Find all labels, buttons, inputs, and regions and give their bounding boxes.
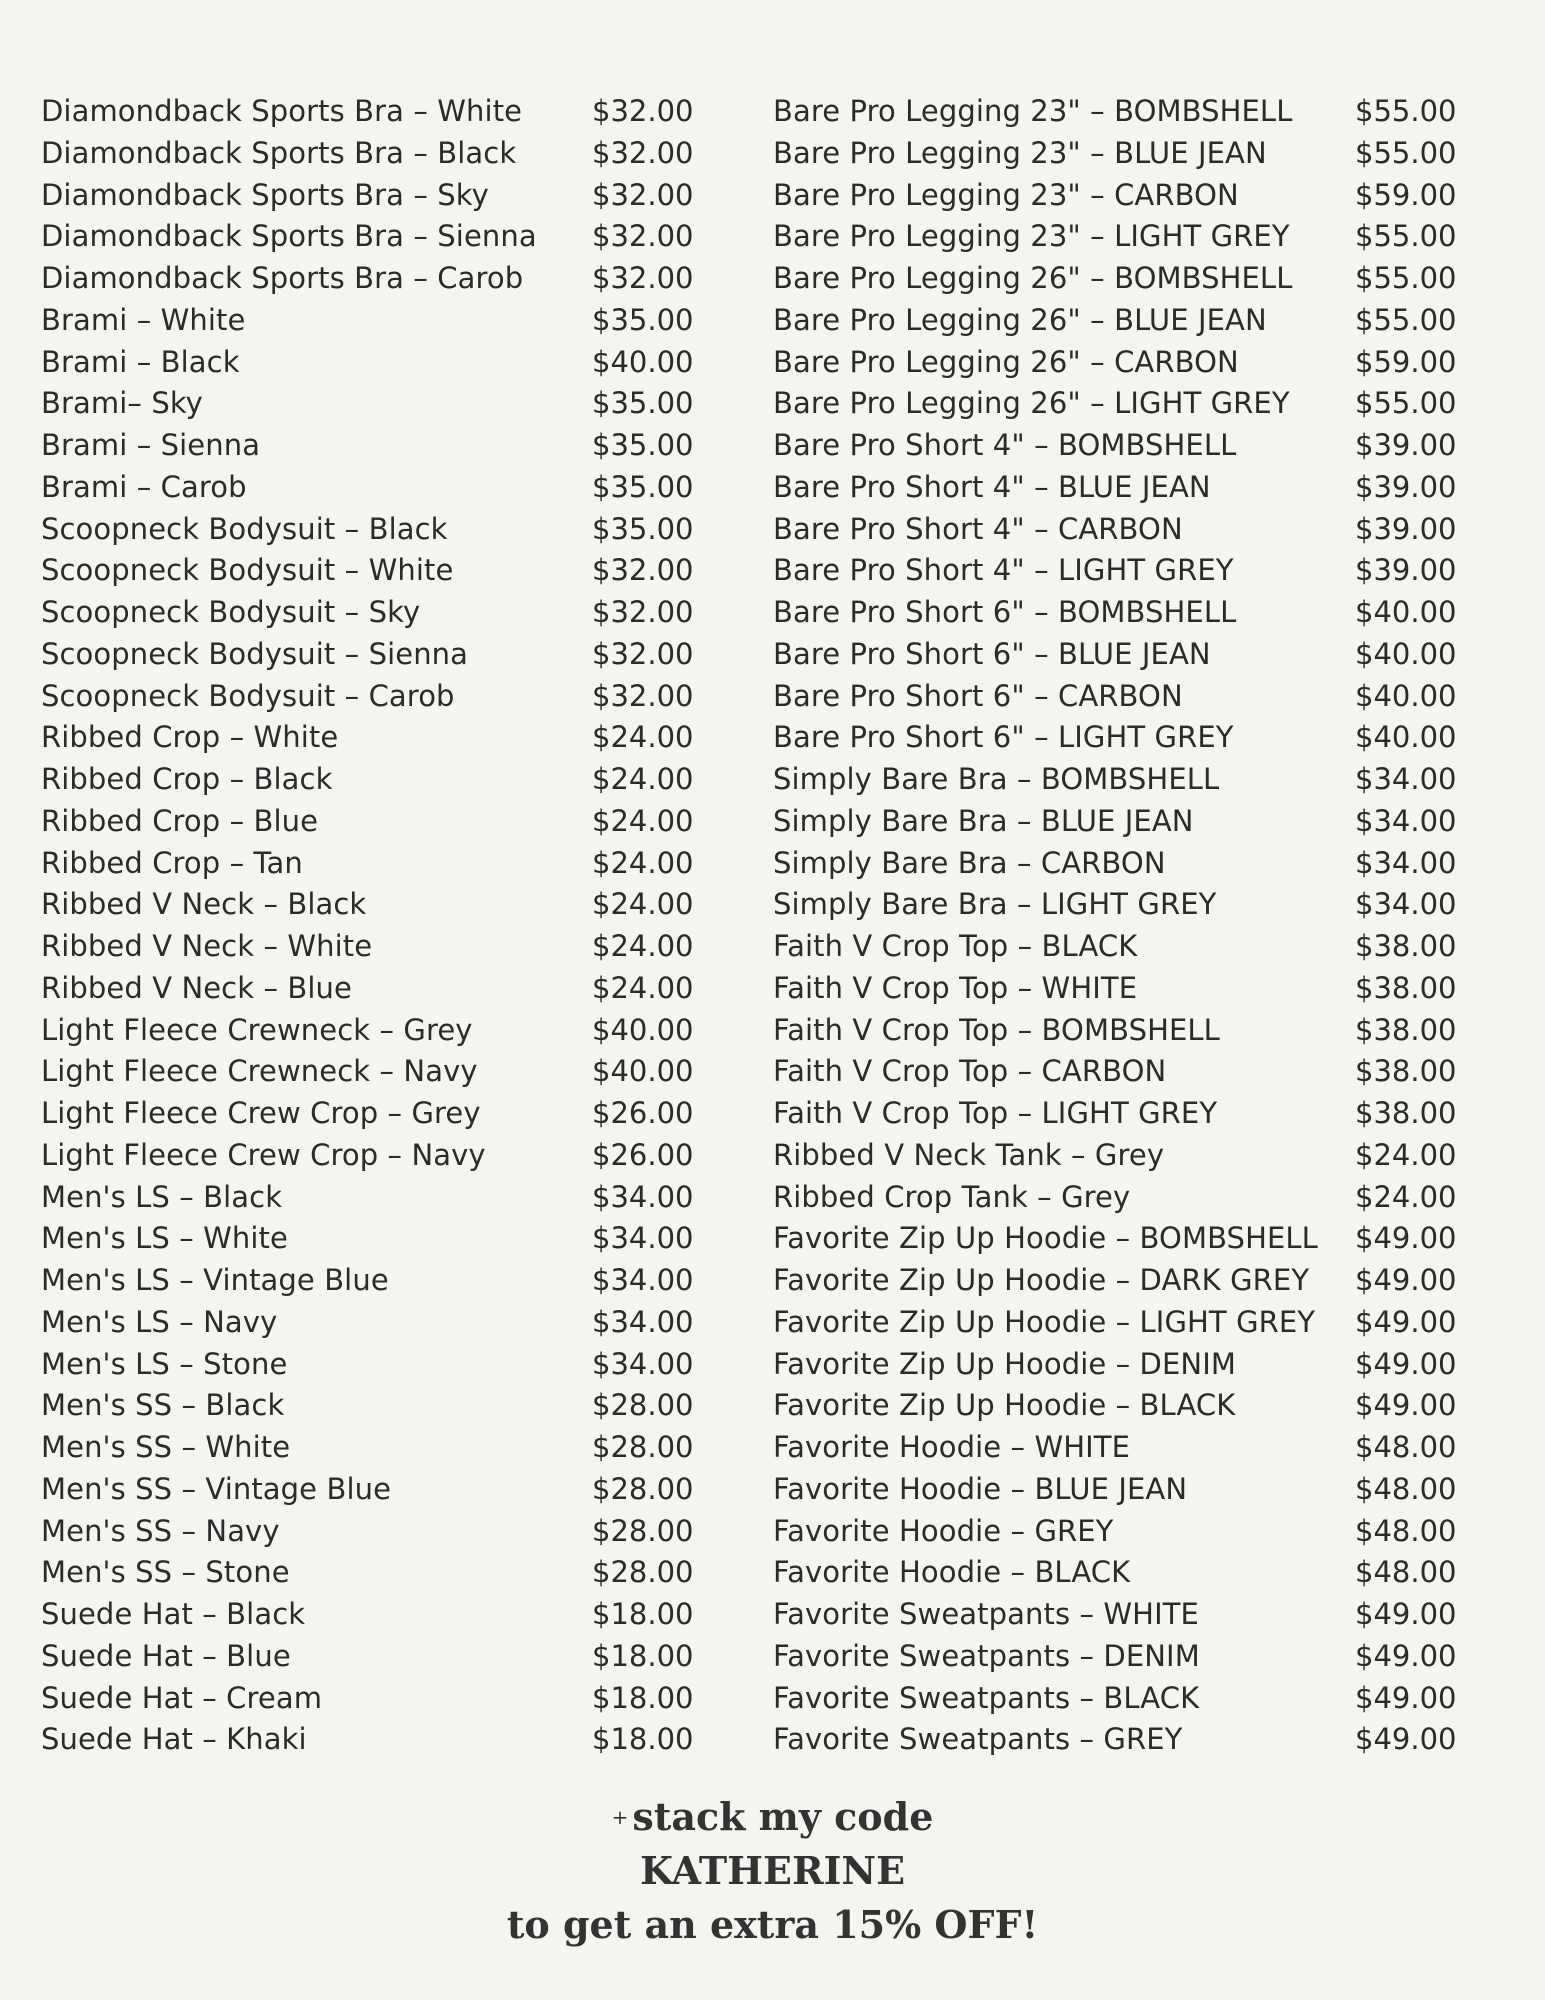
item-name: Scoopneck Bodysuit – Sienna [41, 636, 469, 671]
item-price: $59.00 [1355, 344, 1457, 379]
item-name: Favorite Sweatpants – DENIM [773, 1638, 1200, 1673]
item-name: Favorite Sweatpants – BLACK [773, 1680, 1200, 1715]
price-row [773, 1427, 1493, 1469]
price-row [773, 1469, 1493, 1511]
promo-text-discount: to get an extra 15% OFF! [506, 1902, 1039, 1947]
item-name: Brami – White [41, 302, 246, 337]
item-name: Brami – Black [41, 344, 240, 379]
item-price: $34.00 [1355, 803, 1457, 838]
item-name: Scoopneck Bodysuit – Black [41, 511, 448, 546]
price-row [773, 216, 1493, 258]
item-name: Light Fleece Crewneck – Grey [41, 1012, 473, 1047]
item-name: Suede Hat – Black [41, 1597, 306, 1631]
item-price: $40.00 [1355, 720, 1457, 755]
item-name: Brami – Carob [41, 469, 247, 504]
item-price: $55.00 [1355, 302, 1457, 337]
item-name: Light Fleece Crewneck – Navy [41, 1054, 478, 1089]
item-price: $18.00 [592, 1722, 694, 1757]
item-name: Faith V Crop Top – BLACK [773, 929, 1138, 963]
item-price: $24.00 [592, 929, 694, 963]
price-row [41, 926, 721, 968]
item-price: $32.00 [592, 553, 694, 588]
item-name: Bare Pro Short 6" – LIGHT GREY [773, 720, 1234, 755]
item-price: $32.00 [592, 261, 694, 295]
price-row [773, 1010, 1493, 1052]
item-price: $32.00 [592, 219, 694, 254]
item-name: Suede Hat – Cream [41, 1680, 323, 1715]
item-name: Bare Pro Legging 26" – CARBON [773, 344, 1239, 379]
item-name: Ribbed Crop – Black [41, 762, 333, 796]
item-price: $34.00 [592, 1263, 694, 1297]
item-price: $28.00 [592, 1471, 694, 1506]
price-row [41, 1552, 721, 1594]
item-price: $35.00 [592, 386, 694, 421]
item-price: $49.00 [1355, 1221, 1457, 1256]
price-row [773, 1552, 1493, 1594]
item-name: Favorite Zip Up Hoodie – DENIM [773, 1346, 1236, 1381]
price-row [773, 759, 1493, 801]
item-name: Scoopneck Bodysuit – Sky [41, 595, 421, 629]
item-price: $39.00 [1355, 511, 1457, 546]
price-row [41, 1344, 721, 1386]
item-price: $32.00 [592, 678, 694, 713]
item-price: $38.00 [1355, 1096, 1457, 1130]
promo-code: KATHERINE [639, 1848, 906, 1893]
price-row [773, 843, 1493, 885]
item-name: Diamondback Sports Bra – Sky [41, 177, 489, 212]
item-name: Ribbed V Neck – Black [41, 887, 367, 922]
price-row [41, 1385, 721, 1427]
price-row [41, 342, 721, 384]
item-price: $40.00 [592, 1012, 694, 1047]
price-row [41, 592, 721, 634]
price-row [773, 884, 1493, 926]
item-name: Men's LS – Vintage Blue [41, 1263, 389, 1297]
price-row [41, 300, 721, 342]
item-price: $24.00 [592, 720, 694, 755]
item-name: Light Fleece Crew Crop – Navy [41, 1137, 486, 1172]
price-row [41, 1260, 721, 1302]
price-row [773, 1385, 1493, 1427]
item-name: Favorite Hoodie – GREY [773, 1513, 1114, 1548]
price-row [41, 383, 721, 425]
price-row [41, 1093, 721, 1135]
plus-icon: + [611, 1805, 629, 1829]
item-price: $34.00 [592, 1304, 694, 1339]
price-row [773, 383, 1493, 425]
item-name: Bare Pro Short 6" – BOMBSHELL [773, 595, 1237, 629]
price-row [41, 1719, 721, 1761]
item-price: $24.00 [592, 845, 694, 880]
item-price: $18.00 [592, 1638, 694, 1673]
item-name: Bare Pro Legging 26" – BLUE JEAN [773, 302, 1267, 337]
item-price: $40.00 [1355, 595, 1457, 629]
item-price: $38.00 [1355, 929, 1457, 963]
item-name: Ribbed Crop Tank – Grey [773, 1179, 1131, 1214]
item-price: $40.00 [1355, 678, 1457, 713]
price-row [41, 717, 721, 759]
item-name: Diamondback Sports Bra – White [41, 94, 523, 128]
item-name: Bare Pro Legging 23" – BLUE JEAN [773, 135, 1267, 170]
item-price: $24.00 [592, 887, 694, 922]
left-price-column [41, 91, 721, 1761]
price-row [773, 258, 1493, 300]
item-name: Ribbed V Neck – Blue [41, 970, 352, 1005]
item-name: Favorite Hoodie – BLUE JEAN [773, 1471, 1188, 1506]
price-row [41, 1010, 721, 1052]
price-row [41, 216, 721, 258]
price-row [41, 634, 721, 676]
item-price: $40.00 [592, 1054, 694, 1089]
item-name: Simply Bare Bra – LIGHT GREY [773, 887, 1217, 922]
item-price: $24.00 [1355, 1179, 1457, 1214]
item-name: Suede Hat – Khaki [41, 1722, 307, 1757]
item-price: $24.00 [1355, 1137, 1457, 1172]
item-name: Scoopneck Bodysuit – Carob [41, 678, 455, 713]
item-name: Men's LS – Stone [41, 1346, 288, 1381]
item-name: Ribbed V Neck Tank – Grey [773, 1137, 1165, 1172]
price-row [773, 91, 1493, 133]
item-price: $18.00 [592, 1680, 694, 1715]
price-row [41, 175, 721, 217]
item-price: $34.00 [1355, 762, 1457, 796]
price-row [41, 968, 721, 1010]
item-name: Bare Pro Legging 26" – BOMBSHELL [773, 261, 1293, 295]
item-price: $40.00 [592, 344, 694, 379]
item-name: Men's SS – White [41, 1430, 291, 1464]
item-price: $38.00 [1355, 970, 1457, 1005]
item-price: $48.00 [1355, 1430, 1457, 1464]
item-name: Brami – Sienna [41, 428, 261, 462]
item-name: Suede Hat – Blue [41, 1638, 291, 1673]
item-price: $49.00 [1355, 1388, 1457, 1423]
price-row [773, 634, 1493, 676]
item-name: Bare Pro Legging 23" – LIGHT GREY [773, 219, 1290, 254]
item-name: Simply Bare Bra – BOMBSHELL [773, 762, 1220, 796]
price-row [773, 133, 1493, 175]
right-price-column [773, 91, 1493, 1761]
item-price: $39.00 [1355, 469, 1457, 504]
item-price: $26.00 [592, 1096, 694, 1130]
item-price: $34.00 [592, 1346, 694, 1381]
price-row [41, 1302, 721, 1344]
item-price: $39.00 [1355, 428, 1457, 462]
item-price: $35.00 [592, 428, 694, 462]
item-price: $32.00 [592, 177, 694, 212]
item-price: $34.00 [1355, 845, 1457, 880]
item-name: Ribbed Crop – Blue [41, 803, 319, 838]
item-price: $32.00 [592, 94, 694, 128]
item-price: $35.00 [592, 302, 694, 337]
price-row [773, 1177, 1493, 1219]
item-name: Bare Pro Legging 23" – CARBON [773, 177, 1239, 212]
item-price: $55.00 [1355, 386, 1457, 421]
item-name: Simply Bare Bra – BLUE JEAN [773, 803, 1194, 838]
price-row [41, 1177, 721, 1219]
item-name: Men's SS – Vintage Blue [41, 1471, 392, 1506]
item-name: Men's LS – Black [41, 1179, 283, 1214]
promo-text-stack: stack my code [632, 1794, 934, 1839]
item-name: Favorite Zip Up Hoodie – BLACK [773, 1388, 1236, 1423]
item-price: $32.00 [592, 636, 694, 671]
item-name: Ribbed Crop – White [41, 720, 339, 755]
item-name: Simply Bare Bra – CARBON [773, 845, 1166, 880]
item-name: Favorite Sweatpants – WHITE [773, 1597, 1199, 1631]
price-row [41, 1636, 721, 1678]
price-row [773, 425, 1493, 467]
item-name: Favorite Hoodie – BLACK [773, 1555, 1131, 1590]
item-price: $40.00 [1355, 636, 1457, 671]
item-name: Bare Pro Short 4" – LIGHT GREY [773, 553, 1234, 588]
item-name: Brami– Sky [41, 386, 203, 421]
price-row [773, 342, 1493, 384]
item-price: $55.00 [1355, 261, 1457, 295]
item-name: Bare Pro Legging 23" – BOMBSHELL [773, 94, 1293, 128]
item-name: Faith V Crop Top – WHITE [773, 970, 1138, 1005]
item-name: Men's SS – Navy [41, 1513, 280, 1548]
price-row [773, 1719, 1493, 1761]
price-row [41, 1594, 721, 1636]
item-name: Bare Pro Short 4" – CARBON [773, 511, 1183, 546]
price-row [41, 1511, 721, 1553]
item-price: $24.00 [592, 803, 694, 838]
price-row [773, 1093, 1493, 1135]
item-name: Diamondback Sports Bra – Carob [41, 261, 524, 295]
price-row [41, 467, 721, 509]
promo-block [0, 1790, 1545, 1952]
price-row [773, 509, 1493, 551]
item-name: Bare Pro Short 6" – CARBON [773, 678, 1183, 713]
price-row [773, 676, 1493, 718]
item-price: $55.00 [1355, 219, 1457, 254]
item-price: $38.00 [1355, 1012, 1457, 1047]
price-row [41, 843, 721, 885]
item-price: $18.00 [592, 1597, 694, 1631]
item-price: $32.00 [592, 595, 694, 629]
item-name: Scoopneck Bodysuit – White [41, 553, 454, 588]
price-row [773, 300, 1493, 342]
price-row [41, 509, 721, 551]
price-row [41, 425, 721, 467]
item-price: $49.00 [1355, 1263, 1457, 1297]
item-name: Faith V Crop Top – CARBON [773, 1054, 1167, 1089]
item-price: $26.00 [592, 1137, 694, 1172]
item-name: Favorite Zip Up Hoodie – BOMBSHELL [773, 1221, 1318, 1256]
price-row [41, 801, 721, 843]
item-price: $34.00 [592, 1221, 694, 1256]
item-price: $49.00 [1355, 1597, 1457, 1631]
item-name: Men's SS – Black [41, 1388, 285, 1423]
item-price: $35.00 [592, 511, 694, 546]
price-row [773, 801, 1493, 843]
item-price: $48.00 [1355, 1471, 1457, 1506]
price-row [773, 968, 1493, 1010]
price-row [41, 676, 721, 718]
item-price: $49.00 [1355, 1346, 1457, 1381]
item-name: Men's LS – White [41, 1221, 288, 1256]
item-price: $24.00 [592, 970, 694, 1005]
price-row [41, 258, 721, 300]
price-row [41, 759, 721, 801]
item-name: Bare Pro Short 4" – BLUE JEAN [773, 469, 1211, 504]
price-row [773, 1260, 1493, 1302]
item-price: $49.00 [1355, 1722, 1457, 1757]
item-name: Favorite Zip Up Hoodie – LIGHT GREY [773, 1304, 1316, 1339]
item-price: $34.00 [1355, 887, 1457, 922]
item-name: Favorite Zip Up Hoodie – DARK GREY [773, 1263, 1310, 1297]
item-name: Favorite Sweatpants – GREY [773, 1722, 1183, 1757]
item-price: $24.00 [592, 762, 694, 796]
item-price: $55.00 [1355, 94, 1457, 128]
item-name: Men's SS – Stone [41, 1555, 290, 1590]
price-row [41, 91, 721, 133]
item-name: Diamondback Sports Bra – Sienna [41, 219, 537, 254]
price-row [773, 1344, 1493, 1386]
item-price: $49.00 [1355, 1680, 1457, 1715]
item-name: Faith V Crop Top – BOMBSHELL [773, 1012, 1220, 1047]
price-row [773, 175, 1493, 217]
price-row [41, 1678, 721, 1720]
price-row [773, 467, 1493, 509]
item-price: $55.00 [1355, 135, 1457, 170]
item-price: $28.00 [592, 1555, 694, 1590]
item-name: Bare Pro Legging 26" – LIGHT GREY [773, 386, 1290, 421]
price-row [773, 1636, 1493, 1678]
item-name: Faith V Crop Top – LIGHT GREY [773, 1096, 1218, 1130]
item-price: $38.00 [1355, 1054, 1457, 1089]
price-row [41, 1469, 721, 1511]
price-row [41, 884, 721, 926]
price-row [773, 926, 1493, 968]
price-row [773, 1678, 1493, 1720]
item-price: $28.00 [592, 1388, 694, 1423]
item-name: Light Fleece Crew Crop – Grey [41, 1096, 481, 1130]
item-price: $49.00 [1355, 1638, 1457, 1673]
item-name: Ribbed V Neck – White [41, 929, 373, 963]
price-row [773, 550, 1493, 592]
item-price: $48.00 [1355, 1555, 1457, 1590]
item-name: Ribbed Crop – Tan [41, 845, 303, 880]
price-row [773, 592, 1493, 634]
item-name: Favorite Hoodie – WHITE [773, 1430, 1131, 1464]
price-row [773, 1594, 1493, 1636]
item-price: $48.00 [1355, 1513, 1457, 1548]
price-row [41, 1427, 721, 1469]
item-name: Bare Pro Short 6" – BLUE JEAN [773, 636, 1211, 671]
price-row [773, 1511, 1493, 1553]
item-price: $28.00 [592, 1430, 694, 1464]
price-row [41, 1135, 721, 1177]
price-row [41, 1218, 721, 1260]
item-price: $35.00 [592, 469, 694, 504]
item-price: $49.00 [1355, 1304, 1457, 1339]
price-row [41, 550, 721, 592]
item-price: $28.00 [592, 1513, 694, 1548]
price-row [41, 133, 721, 175]
price-row [41, 1051, 721, 1093]
item-price: $59.00 [1355, 177, 1457, 212]
item-name: Bare Pro Short 4" – BOMBSHELL [773, 428, 1237, 462]
item-price: $39.00 [1355, 553, 1457, 588]
item-name: Diamondback Sports Bra – Black [41, 135, 517, 170]
item-price: $34.00 [592, 1179, 694, 1214]
promo-line-1 [0, 1790, 1545, 1844]
item-name: Men's LS – Navy [41, 1304, 278, 1339]
item-price: $32.00 [592, 135, 694, 170]
price-row [773, 1218, 1493, 1260]
price-row [773, 717, 1493, 759]
price-row [773, 1302, 1493, 1344]
price-row [773, 1135, 1493, 1177]
price-row [773, 1051, 1493, 1093]
